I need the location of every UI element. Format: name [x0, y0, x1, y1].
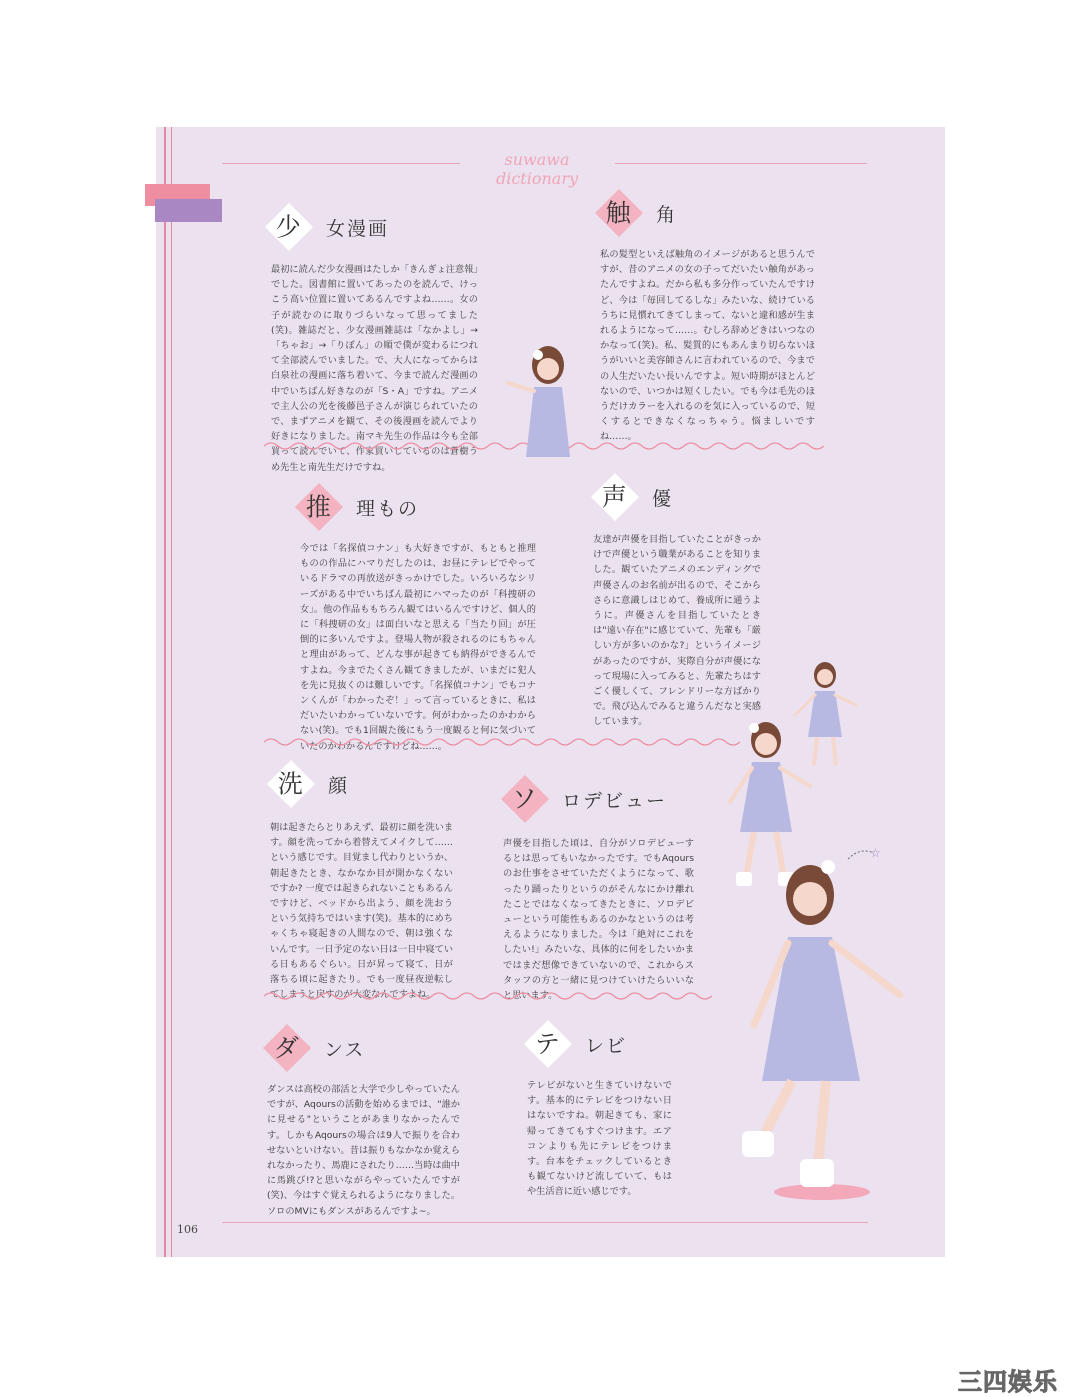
footer-line: [222, 1222, 868, 1223]
keyword-heading: [508, 782, 667, 816]
entry-text: 今では「名探偵コナン」も大好きですが、もともと推理ものの作品にハマりだしたのは、お昼にテレビでやっているドラマの再放送がきっかけでした。いろいろなシリーズがある中でいちばん最初にハマったのが「科捜研の女」。他の作品ももちろん観てはいるんですけど、個人的に「科捜研の女」は面白いなと思える「当たり回」が圧倒的に多いんですよ。登場人物が殺されるのにもちゃんと理由があって、どんな事が起きても納得ができるんですよね。今までたくさん観てきましたが、いまだに犯人を先に見抜くのは難しいです。「名探偵コナン」でもコナンくんが「わかったぞ！」って言っているときに、私はだいたいわかっていないです。何がわかったのかわからない(笑)。でも1回観た後にもう一度観ると何に気づいていたのかわかるんですけどね……。: [300, 543, 536, 752]
keyword-rest: 女漫画: [326, 217, 390, 240]
page-number: 106: [177, 1223, 198, 1236]
keyword-initial: ソ: [512, 784, 538, 814]
keyword-rest: 理もの: [356, 497, 420, 520]
model-photo-pointing: [498, 335, 588, 457]
header-title: suwawa dictionary: [495, 150, 579, 188]
keyword-heading: [602, 196, 677, 230]
keyword-rest: 角: [656, 203, 678, 226]
keyword-initial: 推: [306, 492, 332, 522]
wave-divider: [264, 736, 744, 748]
keyword-initial: テ: [535, 1029, 561, 1059]
header-line-right: [615, 163, 867, 164]
header-line-left: [222, 163, 460, 164]
entry-text: テレビがないと生きていけないです。基本的にテレビをつけない日はないですね。朝起きても、家に帰ってきてもすぐつけます。エアコンよりも先にテレビをつけます。台本をチェックしているときも観てないけど流していて、もはや生活音に近い感じです。: [527, 1080, 672, 1198]
keyword-rest: レビ: [585, 1034, 628, 1057]
entry-text: 朝は起きたらとりあえず、最初に顔を洗います。顔を洗ってから着替えてメイクして……という感じです。目覚まし代わりというか、朝起きたとき、なかなか目が開かなくないですか? 一度では起きられないこともあるんですけど、ベッドから出よう、顔を洗おうという気持ちではいます(笑)。基本的にめちゃくちゃ寝起きの人間なので、朝は強くないんです。一日予定のない日は一日中寝ている日もあるぐらい。日が昇って寝て、日が落ちる頃に起きたり。でも一度昼夜逆転してしまうと戻すのが大変なんですよね。: [270, 822, 454, 1001]
keyword-initial: 触: [606, 198, 632, 228]
page-spine-line-thin: [171, 127, 172, 1257]
watermark: 三四娱乐: [958, 1368, 1058, 1396]
wave-divider: [264, 990, 720, 1002]
keyword-initial: ダ: [274, 1033, 300, 1063]
keyword-heading: [302, 490, 419, 524]
keyword-rest: 顔: [328, 774, 350, 797]
keyword-heading: [598, 480, 673, 514]
entry-text: ダンスは高校の部活と大学で少しやっていたんですが、Aqoursの活動を始めるまでは、"誰かに見せる"ということがあまりなかったんです。しかもAqoursの場合は9人で振りを合わせないといけない。昔は振りもなかなか覚えられなかったり、馬鹿にされたり……当時は曲中に馬跳び!?と思いながらやっていたんですが(笑)、今はすぐ覚えられるようになりました。ソロのMVにもダンスがあるんですよ~。: [267, 1084, 460, 1217]
keyword-initial: 声: [602, 482, 628, 512]
entry-text: 最初に読んだ少女漫画はたしか「きんぎょ注意報」でした。図書館に置いてあったのを読んで、けっこう高い位置に置いてあるんですよね……。女の子が読むのに取りづらいなって思ってました(笑)。雑誌だと、少女漫画雑誌は「なかよし」→「ちゃお」→「りぼん」の順で僕が変わるにつれて全部読んでいました。で、大人になってからは白泉社の漫画に落ち着いて、今まで読んだ漫画の中でいちばん好きなのが「S・A」ですね。アニメで主人公の光を後藤邑子さんが演じられていたので、まずアニメを観て、その後漫画を読んでより好きになりました。南マキ先生の作品は今も全部買って読んでいて、作家買いしているのは蒼樹うめ先生と南先生だけですね。: [271, 264, 478, 473]
keyword-heading: [272, 210, 389, 244]
model-photo-large: [700, 845, 932, 1200]
keyword-heading: [270, 1031, 365, 1065]
entry-text: 声優を目指した頃は、自分がソロデビューするとは思ってもいなかったです。でもAqoursのお仕事をさせていただくようになって、歌ったり踊ったりというのがそんなにかけ離れたことではなくなってきたときに、ソロデビューという可能性もあるのかなというのは考えるようになりました。今は「絶対にこれをしたい!」みたいな、具体的に何をしたいかまではまだ想像できていないので、これからスタッフの方と一緒に見つけていけたらいいなと思います。: [503, 838, 694, 1002]
keyword-initial: 洗: [278, 769, 304, 799]
page-spine-line: [164, 127, 166, 1257]
svg-text:☆: ☆: [870, 846, 881, 860]
keyword-heading: [531, 1027, 627, 1061]
keyword-rest: 優: [652, 487, 674, 510]
keyword-rest: ンス: [324, 1038, 366, 1061]
keyword-heading: [274, 767, 349, 801]
index-tab-purple: [155, 199, 222, 222]
keyword-initial: 少: [276, 212, 302, 242]
entry-text: 友達が声優を目指していたことがきっかけで声優という職業があることを知りました。観ていたアニメのエンディングで声優さんのお名前が出るので、そこからさらに意識しはじめて、養成所に通うように。声優さんを目指していたときは"遠い存在"に感じていて、先輩も「厳しい方が多いのかな?」というイメージがあったのですが、実際自分が声優になって現場に入ってみると、先輩たちはすごく優しくて、フレンドリーな方ばかりで。飛び込んでみると違うんだなと実感しています。: [593, 534, 761, 728]
entry-text: 私の髪型といえば触角のイメージがあると思うんですが、昔のアニメの女の子ってだいたい触角があったんですよね。だから私も多分作っていたんですけど、今は「毎回してるしな」みたいな、続けているうちに見慣れてきてしまって、ないと違和感が生まれるようになって……。むしろ辞めどきはいつなのかなって(笑)。私、髪質的にもあんまり切らないほうがいいと美容師さんに言われているので、今までの人生だいたい長いんですよ。短い時期がほとんどないので、いつかは短くしたい。でも今は毛先のほうだけカラーを入れるのを気に入っているので、短くするとできなくなっちゃう。悩ましいですね……。: [600, 249, 815, 443]
keyword-rest: ロデビュー: [562, 789, 668, 812]
